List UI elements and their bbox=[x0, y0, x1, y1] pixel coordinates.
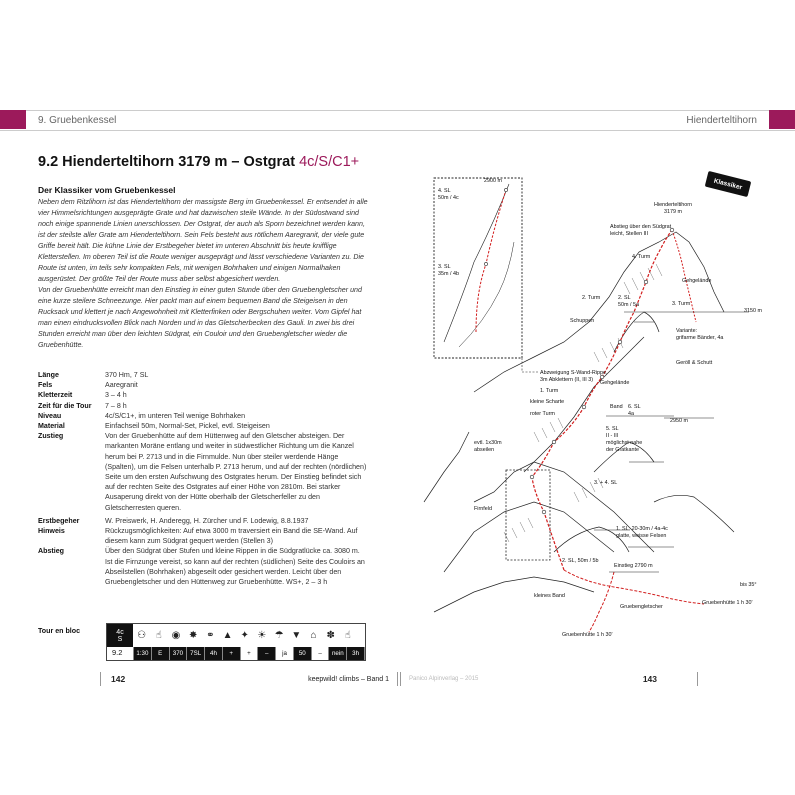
lower-pitch-2-label: 2. SL, 50m / 5b bbox=[562, 558, 599, 564]
hut-icon: ⌂ bbox=[310, 630, 317, 641]
notch-label: kleine Scharte bbox=[530, 399, 565, 405]
fact-value: Rückzugsmöglichkeiten: Auf etwa 3000 m traversiert ein Band die SE-Wand. Auf diesem kann zum Südgrat gequert werden (Stellen 3) bbox=[105, 527, 358, 546]
pitch-2-detail: 50m / 5a bbox=[618, 302, 639, 308]
descent-icon: ▼ bbox=[291, 630, 302, 641]
descent-detail: leicht, Stellen III bbox=[610, 231, 649, 237]
walker-icon: ☝ bbox=[344, 630, 351, 641]
route-title-main: 9.2 Hienderteltihorn 3179 m – Ostgrat bbox=[38, 154, 300, 170]
fact-value: W. Preiswerk, H. Anderegg, H. Zürcher und F. Lodewig, 8.8.1937 bbox=[105, 516, 309, 525]
altitude-3150: 3150 m bbox=[744, 308, 762, 314]
pitch-5-grade: II - III bbox=[606, 433, 619, 439]
fact-key: Abstieg bbox=[38, 547, 65, 556]
scree-label: Geröll & Schutt bbox=[676, 360, 713, 366]
tower-4-label: 4. Turm bbox=[632, 254, 651, 260]
tour-icon-row bbox=[107, 624, 365, 647]
tour-value: 370 bbox=[170, 647, 188, 660]
route-title bbox=[38, 154, 359, 170]
tour-grade-bottom: S bbox=[117, 635, 123, 643]
fact-value: Über den Südgrat über Stufen und kleine Rippen in die Südgratlücke ca. 3080 m. Ist die Firnzunge vereist, so kann auf der rechten (südlichen) Seite des Couloirs an Abseilstellen (Bohrhaken) abgeseilt oder gesichert werden. Leicht über den Gruebengletscher und den Hüttenweg zur Gruebenhütte. WS+, 2 – 3 h bbox=[105, 547, 365, 587]
route-title-grade: 4c/S/C1+ bbox=[299, 154, 360, 170]
fact-row bbox=[38, 411, 368, 421]
altitude-2950: 2950 m bbox=[670, 418, 688, 424]
fact-row bbox=[38, 546, 368, 587]
right-header-title: Hienderteltihorn bbox=[686, 115, 757, 126]
fact-row bbox=[38, 431, 368, 513]
tour-value: 1:30 bbox=[134, 647, 152, 660]
pitch-6-detail: 4a bbox=[628, 411, 634, 417]
pitch-3-4-label: 3. + 4. SL bbox=[594, 480, 618, 486]
fact-key: Zustieg bbox=[38, 432, 64, 441]
pitch-1-label: 1. SL, 20-30m / 4a-4c bbox=[616, 526, 668, 532]
fact-row bbox=[38, 380, 368, 390]
fact-value: Einfachseil 50m, Normal-Set, Pickel, evtl. Steigeisen bbox=[105, 422, 270, 431]
small-ledge-label: kleines Band bbox=[534, 593, 565, 599]
slope-label: bis 35° bbox=[740, 582, 757, 588]
tour-value: ja bbox=[276, 647, 294, 660]
left-footer bbox=[100, 672, 398, 686]
intro-paragraph-1: Neben dem Ritzlihorn ist das Hienderteltihorn der massigste Berg im Gruebenkessel. Er entsendet in alle vier Himmelsrichtungen ausgeprägte Grate und hat dazwischen steile Wände. In der Südostwand sind noch einige spannende Linien unerschlossen. Der Ostgrat, der auch als Sporn bezeichnet werden kann, ist der steilste aller Grate am Hienderteltihorn. Sein Fels besteht aus rötlichem Aaregranit, der viele gute Griffe bereit hält. Die kühne Linie der Erstbegeher bietet im unteren Abschnitt bis heute knifflige Kletterstellen. Im oberen Teil ist die Route weniger ausgeprägt und lässt verschiedene Varianten zu. Die Route ist unten, im teils sehr kompakten Fels, mit wenigen Bohrhaken und einigen Normalhaken ausgerüstet. Der größte Teil der Route muss aber selbst abgesichert werden. bbox=[38, 198, 368, 283]
hut-return-label: Gruebenhütte 1 h 30' bbox=[562, 632, 613, 638]
tour-value-row bbox=[107, 647, 365, 660]
hiker-icon: ⚇ bbox=[137, 630, 147, 641]
tour-value: + bbox=[223, 647, 241, 660]
ledge-label: Band bbox=[610, 404, 623, 410]
intro-paragraph-2: Von der Gruebenhütte erreicht man den Einstieg in einer guten Stunde über den Gruebengletscher und eine kurze steilere Schneezunge. Hier packt man auf einem bequemen Band die Steigeisen in den Rucksack und klettert je nach Angewohnheit mit Kletterfinken oder Bergschuhen weiter. Vom Gipfel hat man einen eindrucksvollen Blick nach Norden und in das Gletscherbecken des Gauli. In zwei bis drei Stunden erreicht man über den leichten Südgrat, ein Couloir und den Gruebengletscher wieder die Gruebenhütte. bbox=[38, 286, 362, 349]
branch-label: Abzweigung S-Wand-Rippe, bbox=[540, 370, 608, 376]
glacier-label: Gruebengletscher bbox=[620, 604, 663, 610]
tour-value: 7SL bbox=[187, 647, 205, 660]
walking-terrain-label-2: Gehgelände bbox=[600, 380, 630, 386]
right-page-number: 143 bbox=[642, 674, 657, 684]
pitch-5-detail-2: der Gratkante bbox=[606, 447, 639, 453]
fact-key: Länge bbox=[38, 371, 59, 379]
tower-3-label: 3. Turm bbox=[672, 301, 691, 307]
left-header-accent bbox=[0, 110, 26, 129]
fact-key: Hinweis bbox=[38, 527, 65, 536]
peak-label: Hienderteltihorn bbox=[654, 202, 693, 208]
sun-icon: ☀ bbox=[257, 630, 267, 641]
tower-2-label: 2. Turm bbox=[582, 295, 601, 301]
publisher: Panico Alpinverlag – 2015 bbox=[409, 676, 479, 682]
left-page-number: 142 bbox=[111, 674, 126, 684]
tour-value: + bbox=[241, 647, 259, 660]
chalk-icon: ▲ bbox=[222, 630, 233, 641]
descent-line bbox=[672, 230, 696, 322]
route-facts bbox=[38, 370, 368, 587]
topo-inset bbox=[434, 178, 522, 358]
belay-station bbox=[552, 440, 556, 444]
inset-pitch-4-label: 4. SL bbox=[438, 188, 451, 194]
tour-value: nein bbox=[329, 647, 347, 660]
hut-approach-label: Gruebenhütte 1 h 30' bbox=[702, 600, 753, 606]
pitch-6-label: 6. SL bbox=[628, 404, 641, 410]
branch-detail: 3m Abklettern (II, III 3) bbox=[540, 377, 594, 383]
inset-pitch-3-detail: 35m / 4b bbox=[438, 271, 459, 277]
inset-pitch-3-label: 3. SL bbox=[438, 264, 451, 270]
variant-label: Variante: bbox=[676, 328, 698, 334]
book-title: keepwild! climbs – Band 1 bbox=[308, 675, 389, 683]
belay-station bbox=[618, 340, 622, 344]
fact-row bbox=[38, 526, 368, 546]
fact-value: 370 Hm, 7 SL bbox=[105, 371, 149, 379]
fact-value: 4c/S/C1+, im unteren Teil wenige Bohrhaken bbox=[105, 411, 246, 420]
fact-key: Zeit für die Tour bbox=[38, 401, 92, 410]
left-header-title: 9. Gruebenkessel bbox=[38, 115, 117, 126]
inset-altitude-label: 2900 m bbox=[484, 178, 502, 184]
fact-key: Niveau bbox=[38, 411, 62, 420]
tour-grade-cell bbox=[107, 624, 133, 647]
right-running-header bbox=[398, 110, 795, 131]
fact-key: Fels bbox=[38, 381, 53, 390]
variant-detail: grifarme Bänder, 4a bbox=[676, 335, 724, 341]
route-intro bbox=[38, 197, 368, 351]
fact-row bbox=[38, 401, 368, 411]
rain-icon: ☂ bbox=[274, 630, 284, 641]
walking-terrain-label: Gehgelände bbox=[682, 278, 712, 284]
carabiner-icon: ⚭ bbox=[206, 630, 215, 641]
return-line bbox=[589, 572, 614, 632]
tour-value: 50 bbox=[294, 647, 312, 660]
fact-row bbox=[38, 390, 368, 400]
tour-number: 9.2 bbox=[112, 648, 123, 657]
tour-summary-bar bbox=[106, 623, 366, 661]
fact-key: Kletterzeit bbox=[38, 391, 73, 400]
rope-icon: ✸ bbox=[188, 630, 198, 641]
firn-field-label: Firnfeld bbox=[474, 506, 492, 512]
right-header-accent bbox=[769, 110, 795, 129]
climber-icon: ☝ bbox=[155, 630, 162, 641]
classic-badge: Klassiker bbox=[705, 171, 752, 197]
belay-station bbox=[644, 280, 648, 284]
tour-grade-top: 4c bbox=[116, 628, 124, 636]
fact-value: Aaregranit bbox=[105, 381, 138, 390]
pitch-1-detail: glatte, weisse Felsen bbox=[616, 533, 667, 539]
tower-1-label: 1. Turm bbox=[540, 388, 559, 394]
tour-en-bloc-label: Tour en bloc bbox=[38, 627, 81, 635]
route-subtitle: Der Klassiker vom Gruebenkessel bbox=[38, 185, 176, 195]
helmet-icon: ◉ bbox=[171, 630, 181, 641]
pitch-5-label: 5. SL bbox=[606, 426, 619, 432]
right-footer bbox=[400, 672, 698, 686]
belay-station bbox=[542, 510, 546, 514]
fact-key: Erstbegeher bbox=[38, 516, 80, 525]
start-label: Einstieg 2790 m bbox=[614, 563, 653, 569]
fact-value: 7 – 8 h bbox=[105, 401, 127, 410]
fact-key: Material bbox=[38, 422, 65, 431]
fact-row bbox=[38, 516, 368, 526]
pitch-5-detail: möglichst nahe bbox=[606, 440, 643, 446]
rappel-detail: abseilen bbox=[474, 447, 495, 453]
fact-value: Von der Gruebenhütte auf dem Hüttenweg auf den Gletscher absteigen. Der markanten Moräne entlang und weiter in südwestlicher Richtung um die Kanzel herum bei P. 2713 und in die Firnmulde. Nun über steiler werdende Hänge (Spalten), um die Felsen unterhalb P. 2713 herum, und auf der rechten (nördlichen) Seite um den ersten Aufschwung des Ostgrates herum. Der Einstieg befindet sich auf der rechten Seite des Ostgrates auf einer Höhe von 2810m. Bei starker Ausaperung direkt von der Hütte oberhalb der Gletscherfeller zu den Gletscherresten queren. bbox=[105, 432, 367, 512]
rappel-label: evtl. 1x30m bbox=[474, 440, 502, 446]
tour-value: E bbox=[152, 647, 170, 660]
descent-label: Abstieg über den Südgrat bbox=[610, 224, 672, 230]
ski-icon: ✽ bbox=[326, 630, 335, 641]
approach-line bbox=[564, 570, 704, 604]
tour-value: – bbox=[258, 647, 276, 660]
tour-value: 3h bbox=[347, 647, 365, 660]
fact-value: 3 – 4 h bbox=[105, 391, 127, 400]
peak-altitude: 3179 m bbox=[664, 209, 682, 215]
quickdraw-icon: ✦ bbox=[240, 630, 249, 641]
pitch-2-label: 2. SL bbox=[618, 295, 631, 301]
inset-pitch-4-detail: 50m / 4c bbox=[438, 195, 459, 201]
lower-detail-box bbox=[506, 470, 550, 560]
left-running-header bbox=[0, 110, 398, 131]
tour-value: – bbox=[312, 647, 330, 660]
fact-row bbox=[38, 421, 368, 431]
belay-station bbox=[582, 405, 586, 409]
inset-connector bbox=[522, 358, 539, 372]
route-topo bbox=[414, 172, 774, 652]
tour-value: 4h bbox=[205, 647, 223, 660]
fact-row bbox=[38, 370, 368, 380]
belay-station bbox=[530, 475, 534, 479]
red-tower-label: roter Turm bbox=[530, 411, 555, 417]
flakes-label: Schuppen bbox=[570, 318, 595, 324]
